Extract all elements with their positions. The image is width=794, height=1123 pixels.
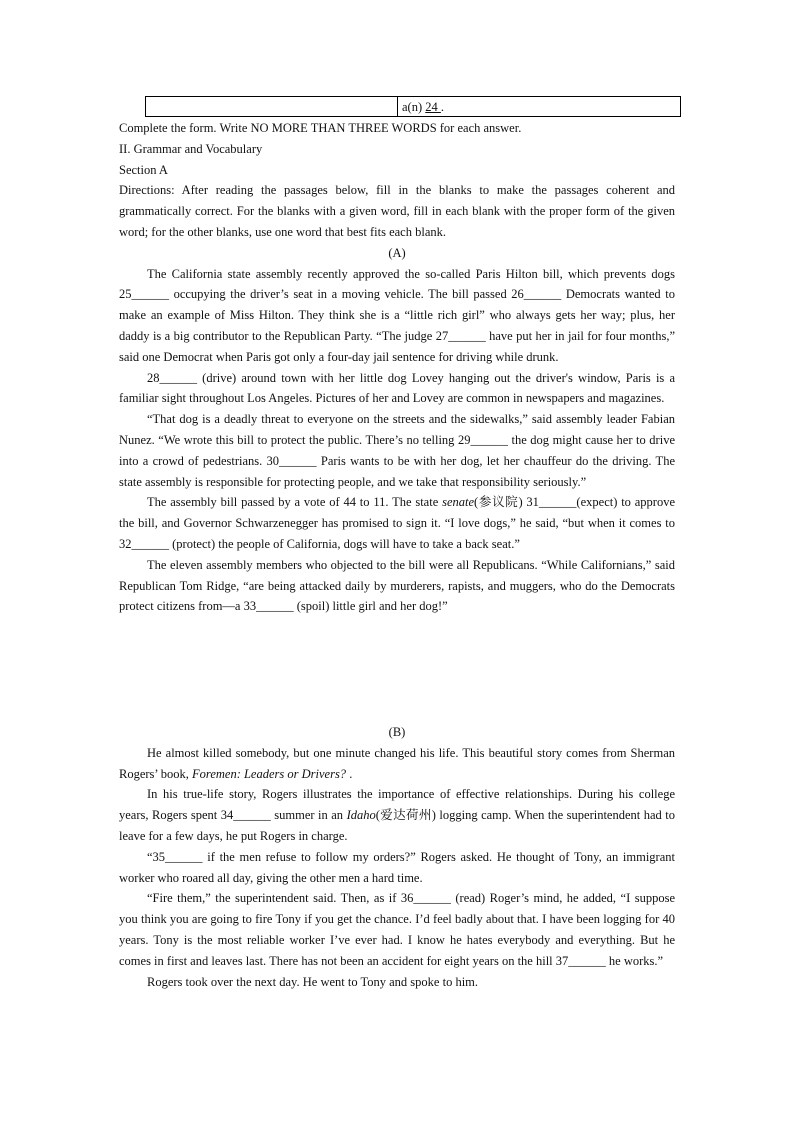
form-table-cell-left xyxy=(146,97,398,116)
passage-b-paragraph-4: “Fire them,” the superintendent said. Then, as if 36______ (read) Roger’s mind, he added, “I suppose you think you are going to fire Tony if you get the chance. I’d feel badly about that. I have been logging for 40 years. Tony is the most reliable worker I’ve ever had. I know he hates everybody and everything. But he comes in first and leaves last. There has not been an accident for eight years on the hill 37______ he works.” xyxy=(119,891,675,968)
passage-b-label: (B) xyxy=(388,725,406,739)
passage-a-label: (A) xyxy=(388,245,406,260)
p4-italic-word: senate xyxy=(442,495,475,510)
section-title: II. Grammar and Vocabulary xyxy=(119,141,263,156)
directions: Directions: After reading the passages below, fill in the blanks to make the passages coherent and grammatically correct. For the blanks with a given word, fill in each blank with the proper form of the given word; for the other blanks, use one word that best fits each blank. xyxy=(119,183,675,239)
pb2-text-after: (爱达荷州) logging camp. When the superintendent had to leave for a few days, he put Rogers in charge. xyxy=(119,808,676,843)
blank-24[interactable]: 24 xyxy=(425,100,441,114)
cell-text: a(n) xyxy=(402,100,426,114)
p4-text-after: (参议院) 31______(expect) to approve the bill, and Governor Schwarzenegger has promised to sign it. “I love dogs,” he said, “but when it comes to 32______ (protect) the people of California, dogs will have to take a back seat.” xyxy=(119,495,675,551)
passage-b-paragraph-3: “35______ if the men refuse to follow my orders?” Rogers asked. He thought of Tony, an immigrant worker who roared all day, giving the other men a hard time. xyxy=(119,849,675,885)
passage-a-paragraph-2: 28______ (drive) around town with her little dog Lovey hanging out the driver's window, Paris is a familiar sight throughout Los Angeles. Pictures of her and Lovey are common in newspapers and magazines. xyxy=(119,370,675,406)
form-table-cell-right xyxy=(398,97,680,116)
passage-b-paragraph-1 xyxy=(119,743,675,785)
passage-a-paragraph-4 xyxy=(119,492,675,554)
idaho-word: Idaho xyxy=(346,808,376,823)
pb1-text-before: He almost killed somebody, but one minute changed his life. This beautiful story comes from Sherman Rogers’ book, xyxy=(119,745,675,781)
book-title: Foremen: Leaders or Drivers? xyxy=(192,766,347,781)
passage-a-paragraph-3: “That dog is a deadly threat to everyone on the streets and the sidewalks,” said assembly leader Fabian Nunez. “We wrote this bill to protect the public. There’s no telling 29______ the dog might cause her to drive into a crowd of pedestrians. 30______ Paris wants to be with her dog, let her chauffeur do the driving. The state assembly is responsible for protecting people, and we take that responsibility seriously.” xyxy=(119,412,675,489)
passage-a-paragraph-1: The California state assembly recently approved the so-called Paris Hilton bill, which prevents dogs 25______ occupying the driver’s seat in a moving vehicle. The bill passed 26______ Democrats wanted to make an example of Miss Hilton. They think she is a “little rich girl” who always gets her way; plus, her daddy is a big contributor to the Republican Party. “The judge 27______ have put her in jail for four months,” said one Democrat when Paris got only a four-day jail sentence for driving while drunk. xyxy=(119,266,675,364)
pb2-text-before: In his true-life story, Rogers illustrates the importance of effective relationships. During his college years, Rogers spent 34______ summer in an xyxy=(119,787,675,823)
p4-text-before: The assembly bill passed by a vote of 44 to 11. The state xyxy=(147,495,443,510)
passage-b-block xyxy=(119,722,675,992)
form-table-row xyxy=(145,96,681,117)
passage-a-paragraph-5: The eleven assembly members who objected to the bill were all Republicans. “While Californians,” said Republican Tom Ridge, “are being attacked daily by murderers, rapists, and muggers, who do the Democrats protect citizens from—a 33______ (spoil) little girl and her dog!” xyxy=(119,557,675,614)
complete-form-instruction: Complete the form. Write NO MORE THAN THREE WORDS for each answer. xyxy=(119,121,522,135)
passage-b-paragraph-5: Rogers took over the next day. He went to Tony and spoke to him. xyxy=(147,974,479,989)
section-a-title: Section A xyxy=(119,162,168,177)
pb1-text-after: . xyxy=(346,766,353,781)
passage-b-paragraph-2 xyxy=(119,784,675,846)
instructions-block xyxy=(119,118,675,617)
cell-suffix: . xyxy=(440,100,444,114)
